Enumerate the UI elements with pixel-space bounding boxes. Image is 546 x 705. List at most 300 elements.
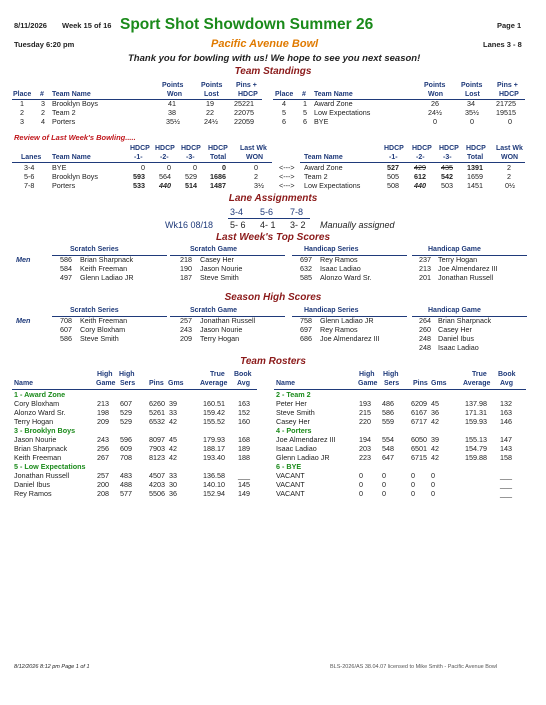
score: 248 xyxy=(419,334,431,343)
review-col-g2: -2- xyxy=(416,154,425,161)
bowler: Alonzo Ward Sr. xyxy=(320,273,372,282)
roster-col-gms: Gms xyxy=(168,380,184,387)
standing-lost: 34 xyxy=(467,99,475,108)
roster-avg: 159.93 xyxy=(465,417,487,426)
roster-avg: 179.93 xyxy=(203,435,225,444)
bowler: Jason Nourie xyxy=(200,325,243,334)
standings-title: Team Standings xyxy=(234,66,312,77)
standings-col-won: Won xyxy=(428,91,444,98)
lane-assignment: 5- 6 xyxy=(230,220,246,230)
rosters-title: Team Rosters xyxy=(240,356,306,367)
roster-hs: 577 xyxy=(120,489,132,498)
roster-book: 158 xyxy=(500,453,512,462)
bowler: Casey Her xyxy=(200,255,234,264)
review-g1: 593 xyxy=(133,172,145,181)
roster-row xyxy=(262,472,546,480)
roster-col-book-avg: Avg xyxy=(500,380,513,387)
review-col-hdcp: HDCP xyxy=(384,145,404,152)
standing-pins: 22059 xyxy=(234,117,254,126)
standings-head-pins: Pins + xyxy=(236,82,257,89)
roster-col-name: Name xyxy=(14,380,34,387)
roster-book: 168 xyxy=(238,435,250,444)
review-g2: 564 xyxy=(159,172,171,181)
bowler: Jason Nourie xyxy=(200,264,243,273)
review-g3: 529 xyxy=(185,172,197,181)
roster-row xyxy=(0,454,270,462)
roster-gms: 42 xyxy=(431,453,439,462)
roster-row xyxy=(262,490,546,498)
report-date: 8/11/2026 xyxy=(14,21,47,30)
review-team: Porters xyxy=(52,181,76,190)
roster-name: Jason Nourie xyxy=(14,435,57,444)
review-g3: 542 xyxy=(441,172,453,181)
roster-hs: 529 xyxy=(120,408,132,417)
top-scores-row xyxy=(0,274,546,282)
score: 697 xyxy=(300,325,312,334)
standings-col-num: # xyxy=(40,91,44,98)
roster-row xyxy=(262,454,546,462)
roster-book: 160 xyxy=(238,417,250,426)
roster-gms: 33 xyxy=(169,408,177,417)
standing-won: 38 xyxy=(168,108,176,117)
review-g2: 440 xyxy=(159,181,171,190)
week-label: Week 15 of 16 xyxy=(62,21,112,30)
score: 243 xyxy=(180,325,192,334)
roster-gms: 0 xyxy=(431,489,435,498)
roster-pins: 4507 xyxy=(149,471,165,480)
score: 237 xyxy=(419,255,431,264)
roster-team-heading xyxy=(0,427,270,435)
standings-col-won: Won xyxy=(167,91,183,98)
roster-gms: 0 xyxy=(431,480,435,489)
roster-gms: 42 xyxy=(431,417,439,426)
standing-pins: 25221 xyxy=(234,99,254,108)
bowler: Brian Sharpnack xyxy=(438,316,492,325)
roster-avg: 137.98 xyxy=(465,399,487,408)
roster-book: 163 xyxy=(500,408,512,417)
roster-gms: 45 xyxy=(169,435,177,444)
roster-book: 147 xyxy=(500,435,512,444)
score: 585 xyxy=(300,273,312,282)
standing-won: 26 xyxy=(431,99,439,108)
roster-col-high: High xyxy=(359,371,375,378)
review-col-hdcp: HDCP xyxy=(155,145,175,152)
roster-avg: 136.58 xyxy=(203,471,225,480)
review-col-hdcp: HDCP xyxy=(208,145,228,152)
standings-row xyxy=(0,109,546,117)
standing-place: 4 xyxy=(282,99,286,108)
lane-assignment: 3- 2 xyxy=(290,220,306,230)
roster-hs: 0 xyxy=(382,471,386,480)
roster-team-heading xyxy=(0,463,270,471)
review-total: 1391 xyxy=(467,163,483,172)
roster-gms: 33 xyxy=(169,471,177,480)
roster-hg: 267 xyxy=(97,453,109,462)
review-g1: 508 xyxy=(387,181,399,190)
center-name: Pacific Avenue Bowl xyxy=(211,38,319,50)
roster-book: 189 xyxy=(238,444,250,453)
standings-head-pins: Pins + xyxy=(497,82,518,89)
bowler: Keith Freeman xyxy=(80,316,128,325)
divider xyxy=(274,389,526,390)
lane-pair: 7-8 xyxy=(290,207,304,217)
roster-col-book-avg: Avg xyxy=(237,380,250,387)
roster-name: Isaac Ladiao xyxy=(276,444,317,453)
review-col-hdcp: HDCP xyxy=(130,145,150,152)
assignment-note: Manually assigned xyxy=(320,220,395,230)
roster-avg: 155.13 xyxy=(465,435,487,444)
roster-avg: 154.79 xyxy=(465,444,487,453)
roster-pins: 0 xyxy=(411,471,415,480)
score: 697 xyxy=(300,255,312,264)
score: 201 xyxy=(419,273,431,282)
review-g1: 505 xyxy=(387,172,399,181)
standing-num: 1 xyxy=(303,99,307,108)
season-high-col: Scratch Game xyxy=(190,307,238,314)
score: 209 xyxy=(180,334,192,343)
bowler: Joe Almendarez III xyxy=(320,334,380,343)
roster-book: 163 xyxy=(238,399,250,408)
roster-name: Joe Almendarez III xyxy=(276,435,336,444)
review-row xyxy=(0,173,546,181)
roster-hs: 548 xyxy=(382,444,394,453)
bowler: Isaac Ladiao xyxy=(438,343,479,352)
review-g2: 440 xyxy=(414,181,426,190)
bowler: Cory Bloxham xyxy=(80,325,126,334)
standing-lost: 35½ xyxy=(465,108,479,117)
roster-pins: 6260 xyxy=(149,399,165,408)
roster-col-high: High xyxy=(383,371,399,378)
bowler: Terry Hogan xyxy=(438,255,478,264)
standing-num: 4 xyxy=(41,117,45,126)
roster-gms: 39 xyxy=(169,399,177,408)
standings-row xyxy=(0,118,546,126)
standings-col-team: Team Name xyxy=(314,91,353,98)
roster-name: Steve Smith xyxy=(276,408,315,417)
roster-hg: 0 xyxy=(359,480,363,489)
review-won: 3½ xyxy=(254,181,264,190)
review-col-won: WON xyxy=(501,154,519,161)
review-total: 1686 xyxy=(210,172,226,181)
review-col-team: Team Name xyxy=(304,154,343,161)
roster-col-book: Book xyxy=(498,371,516,378)
roster-row xyxy=(0,490,270,498)
top-scores-row xyxy=(0,256,546,264)
roster-hg: 200 xyxy=(97,480,109,489)
standing-team: BYE xyxy=(314,117,329,126)
roster-hg: 223 xyxy=(359,453,371,462)
roster-col-gms: Gms xyxy=(431,380,447,387)
roster-hg: 0 xyxy=(359,471,363,480)
standing-won: 24½ xyxy=(428,108,442,117)
roster-name: VACANT xyxy=(276,480,305,489)
score: 758 xyxy=(300,316,312,325)
bowler: Rey Ramos xyxy=(320,325,358,334)
roster-avg: 193.40 xyxy=(203,453,225,462)
score: 248 xyxy=(419,343,431,352)
roster-gms: 42 xyxy=(169,453,177,462)
roster-team-name: 4 - Porters xyxy=(276,426,312,435)
league-message: Thank you for bowling with us! We hope to see you next season! xyxy=(128,53,421,64)
roster-team-name: 6 - BYE xyxy=(276,462,302,471)
review-lanes: 3-4 xyxy=(24,163,35,172)
roster-row xyxy=(262,409,546,417)
lanes-range: Lanes 3 - 8 xyxy=(483,40,522,49)
standings-head-points: Points xyxy=(424,82,446,89)
roster-row xyxy=(0,445,270,453)
roster-hs: 607 xyxy=(120,399,132,408)
review-g2: 429 xyxy=(414,163,426,172)
bowler: Terry Hogan xyxy=(200,334,240,343)
standing-team: Award Zone xyxy=(314,99,353,108)
review-col-total: Total xyxy=(467,154,484,161)
roster-col-game: Game xyxy=(96,380,116,387)
standings-col-hdcp: HDCP xyxy=(499,91,519,98)
standing-place: 2 xyxy=(20,108,24,117)
standing-num: 2 xyxy=(41,108,45,117)
roster-hg: 220 xyxy=(359,417,371,426)
review-g1: 0 xyxy=(141,163,145,172)
bowler: Steve Smith xyxy=(80,334,119,343)
divider xyxy=(228,218,310,219)
roster-col-book: Book xyxy=(234,371,252,378)
roster-name: Jonathan Russell xyxy=(14,471,70,480)
roster-row xyxy=(0,481,270,489)
roster-hg: 203 xyxy=(359,444,371,453)
standing-place: 3 xyxy=(20,117,24,126)
review-col-hdcp: HDCP xyxy=(412,145,432,152)
bowler: Steve Smith xyxy=(200,273,239,282)
standing-pins: 21725 xyxy=(496,99,516,108)
review-col-team: Team Name xyxy=(52,154,91,161)
roster-team-heading xyxy=(262,463,546,471)
review-g3: 435 xyxy=(441,163,453,172)
review-col-lastwk: Last Wk xyxy=(240,145,267,152)
review-col-g2: -2- xyxy=(160,154,169,161)
standing-won: 0 xyxy=(433,117,437,126)
roster-col-pins: Pins xyxy=(149,380,164,387)
roster-row xyxy=(262,418,546,426)
roster-col-pins: Pins xyxy=(413,380,428,387)
roster-pins: 6501 xyxy=(411,444,427,453)
review-team: BYE xyxy=(52,163,67,172)
standing-won: 35½ xyxy=(166,117,180,126)
roster-hg: 208 xyxy=(97,489,109,498)
review-total: 1451 xyxy=(467,181,483,190)
roster-col-high: High xyxy=(97,371,113,378)
roster-avg: 159.42 xyxy=(203,408,225,417)
score: 257 xyxy=(180,316,192,325)
roster-pins: 7903 xyxy=(149,444,165,453)
review-g2: 612 xyxy=(414,172,426,181)
matchup-arrow-icon: <---> xyxy=(279,163,295,172)
review-g1: 533 xyxy=(133,181,145,190)
bowler: Rey Ramos xyxy=(320,255,358,264)
review-won: 0 xyxy=(254,163,258,172)
league-title: Sport Shot Showdown Summer 26 xyxy=(120,16,374,33)
roster-avg: 160.51 xyxy=(203,399,225,408)
score: 586 xyxy=(60,255,72,264)
roster-row xyxy=(262,481,546,489)
roster-col-high: High xyxy=(119,371,135,378)
top-scores-col: Handicap Series xyxy=(304,246,359,253)
roster-hs: 586 xyxy=(382,408,394,417)
review-g2: 0 xyxy=(167,163,171,172)
standing-won: 41 xyxy=(168,99,176,108)
bowler: Glenn Ladiao JR xyxy=(320,316,374,325)
season-high-col: Scratch Series xyxy=(70,307,119,314)
review-won: 2 xyxy=(254,172,258,181)
roster-pins: 6717 xyxy=(411,417,427,426)
roster-gms: 45 xyxy=(431,399,439,408)
roster-book: 132 xyxy=(500,399,512,408)
roster-book: 146 xyxy=(500,417,512,426)
standing-lost: 0 xyxy=(470,117,474,126)
roster-hs: 708 xyxy=(120,453,132,462)
standings-col-lost: Lost xyxy=(465,91,480,98)
roster-name: Alonzo Ward Sr. xyxy=(14,408,66,417)
roster-avg: 171.31 xyxy=(465,408,487,417)
roster-name: Keith Freeman xyxy=(14,453,62,462)
standing-lost: 24½ xyxy=(204,117,218,126)
bowler: Isaac Ladiao xyxy=(320,264,361,273)
score: 187 xyxy=(180,273,192,282)
standing-place: 1 xyxy=(20,99,24,108)
standing-team: Team 2 xyxy=(52,108,76,117)
roster-row xyxy=(262,400,546,408)
roster-pins: 4203 xyxy=(149,480,165,489)
roster-avg: 155.52 xyxy=(203,417,225,426)
lane-assignment: 4- 1 xyxy=(260,220,276,230)
standing-num: 3 xyxy=(41,99,45,108)
roster-book: 152 xyxy=(238,408,250,417)
roster-team-heading xyxy=(262,391,546,399)
score: 584 xyxy=(60,264,72,273)
roster-name: Casey Her xyxy=(276,417,310,426)
roster-hg: 215 xyxy=(359,408,371,417)
season-high-group: Men xyxy=(16,316,31,325)
review-col-g1: -1- xyxy=(134,154,143,161)
roster-hs: 486 xyxy=(382,399,394,408)
roster-pins: 5261 xyxy=(149,408,165,417)
review-col-lastwk: Last Wk xyxy=(496,145,523,152)
roster-col-true: True xyxy=(472,371,487,378)
roster-book: 188 xyxy=(238,453,250,462)
review-won: 2 xyxy=(507,163,511,172)
roster-team-heading xyxy=(262,427,546,435)
roster-hs: 647 xyxy=(382,453,394,462)
standings-col-hdcp: HDCP xyxy=(238,91,258,98)
roster-hs: 596 xyxy=(120,435,132,444)
standing-lost: 22 xyxy=(206,108,214,117)
roster-pins: 6532 xyxy=(149,417,165,426)
roster-pins: 6050 xyxy=(411,435,427,444)
roster-col-sers: Sers xyxy=(384,380,400,387)
roster-book: 149 xyxy=(238,489,250,498)
review-total: 1487 xyxy=(210,181,226,190)
roster-row xyxy=(262,436,546,444)
roster-hg: 198 xyxy=(97,408,109,417)
roster-pins: 8097 xyxy=(149,435,165,444)
standing-team: Low Expectations xyxy=(314,108,371,117)
matchup-arrow-icon: <---> xyxy=(279,172,295,181)
roster-row xyxy=(0,400,270,408)
review-col-g3: -3- xyxy=(443,154,452,161)
roster-name: Terry Hogan xyxy=(14,417,54,426)
roster-row xyxy=(0,409,270,417)
roster-pins: 0 xyxy=(411,480,415,489)
roster-gms: 0 xyxy=(431,471,435,480)
roster-avg: 152.94 xyxy=(203,489,225,498)
standings-row xyxy=(0,100,546,108)
bowler: Daniel Ibus xyxy=(438,334,474,343)
standing-pins: 22075 xyxy=(234,108,254,117)
standings-head-points: Points xyxy=(162,82,184,89)
standing-pins: 0 xyxy=(508,117,512,126)
standing-num: 6 xyxy=(303,117,307,126)
roster-hs: 483 xyxy=(120,471,132,480)
roster-book: ___ xyxy=(500,471,512,480)
roster-hg: 256 xyxy=(97,444,109,453)
review-team: Brooklyn Boys xyxy=(52,172,98,181)
review-won: 0½ xyxy=(505,181,515,190)
top-scores-title: Last Week's Top Scores xyxy=(215,232,331,243)
score: 497 xyxy=(60,273,72,282)
score: 190 xyxy=(180,264,192,273)
standing-num: 5 xyxy=(303,108,307,117)
review-g3: 0 xyxy=(193,163,197,172)
review-total: 0 xyxy=(222,163,226,172)
lane-pair: 3-4 xyxy=(230,207,244,217)
roster-hg: 243 xyxy=(97,435,109,444)
top-scores-col: Scratch Series xyxy=(70,246,119,253)
score: 264 xyxy=(419,316,431,325)
roster-col-name: Name xyxy=(276,380,296,387)
roster-book: ___ xyxy=(500,480,512,489)
roster-hg: 257 xyxy=(97,471,109,480)
score: 218 xyxy=(180,255,192,264)
roster-team-heading xyxy=(0,391,270,399)
roster-hg: 0 xyxy=(359,489,363,498)
standing-lost: 19 xyxy=(206,99,214,108)
roster-book: 145 xyxy=(238,480,250,489)
roster-hg: 193 xyxy=(359,399,371,408)
license-note: BLS-2026/AS 38.04.07 licensed to Mike Smith - Pacific Avenue Bowl xyxy=(330,664,498,670)
score: 260 xyxy=(419,325,431,334)
review-lanes: 5-6 xyxy=(24,172,35,181)
top-scores-group: Men xyxy=(16,255,31,264)
roster-team-name: 1 - Award Zone xyxy=(14,390,66,399)
roster-row xyxy=(0,472,270,480)
season-high-row xyxy=(0,344,546,352)
bowler: Joe Almendarez III xyxy=(438,264,498,273)
season-high-col: Handicap Game xyxy=(428,307,481,314)
roster-name: Peter Her xyxy=(276,399,307,408)
roster-hg: 213 xyxy=(97,399,109,408)
standings-col-team: Team Name xyxy=(52,91,91,98)
review-g1: 527 xyxy=(387,163,399,172)
review-col-won: WON xyxy=(246,154,264,161)
roster-hs: 554 xyxy=(382,435,394,444)
standing-pins: 19515 xyxy=(496,108,516,117)
roster-col-average: Average xyxy=(200,380,228,387)
page-number: Page 1 xyxy=(497,21,522,30)
roster-name: Daniel Ibus xyxy=(14,480,50,489)
roster-avg: 159.88 xyxy=(465,453,487,462)
roster-gms: 36 xyxy=(431,408,439,417)
review-col-hdcp: HDCP xyxy=(439,145,459,152)
top-scores-col: Handicap Game xyxy=(428,246,481,253)
